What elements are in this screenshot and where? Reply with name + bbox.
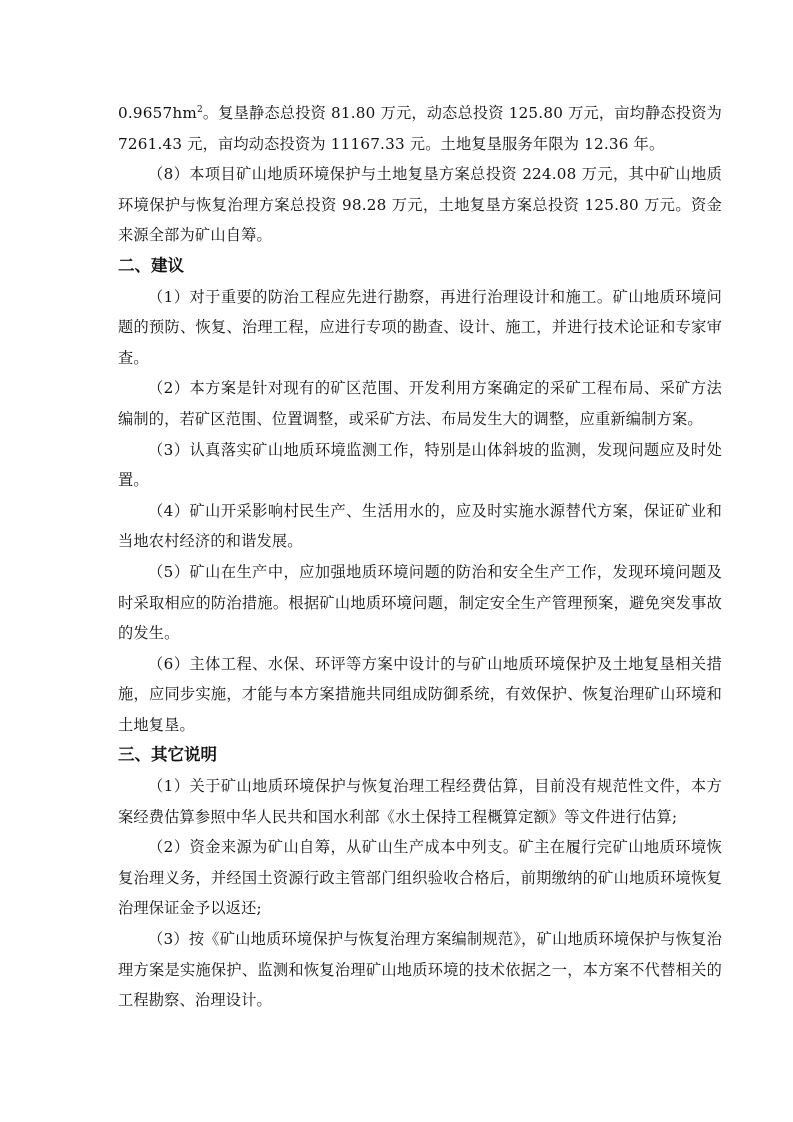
suggestion-item-5: （5）矿山在生产中，应加强地质环境问题的防治和安全生产工作，发现环境问题及时采取相应的防治措施。根据矿山地质环境问题，制定安全生产管理预案，避免突发事故的发生。 <box>118 562 722 643</box>
suggestion-item-2: （2）本方案是针对现有的矿区范围、开发利用方案确定的采矿工程布局、采矿方法编制的，若矿区范围、位置调整，或采矿方法、布局发生大的调整，应重新编制方案。 <box>118 379 722 428</box>
area-value: 0.9657hm <box>118 104 197 122</box>
area-unit-superscript: 2 <box>196 104 203 115</box>
item-8-paragraph: （8）本项目矿山地质环境保护与土地复垦方案总投资 224.08 万元，其中矿山地质环境保护与恢复治理方案总投资 98.28 万元，土地复垦方案总投资 125.80 万元。资金来源全部为矿山自筹。 <box>118 165 722 245</box>
section-3-heading: 三、其它说明 <box>118 745 217 765</box>
suggestion-item-6: （6）主体工程、水保、环评等方案中设计的与矿山地质环境保护及土地复垦相关措施，应同步实施，才能与本方案措施共同组成防御系统，有效保护、恢复治理矿山环境和土地复垦。 <box>118 654 722 734</box>
section-2-heading: 二、建议 <box>118 255 184 275</box>
investment-summary-text: 。复垦静态总投资 81.80 万元，动态总投资 125.80 万元，亩均静态投资为 7261.43 元，亩均动态投资为 11167.33 元。土地复垦服务年限为 12.36 年。 <box>118 104 722 153</box>
note-item-1: （1）关于矿山地质环境保护与恢复治理工程经费估算，目前没有规范性文件，本方案经费估算参照中华人民共和国水利部《水土保持工程概算定额》等文件进行估算; <box>118 777 722 826</box>
suggestion-item-4: （4）矿山开采影响村民生产、生活用水的，应及时实施水源替代方案，保证矿业和当地农村经济的和谐发展。 <box>118 501 722 551</box>
suggestion-item-1: （1）对于重要的防治工程应先进行勘察，再进行治理设计和施工。矿山地质环境问题的预防、恢复、治理工程，应进行专项的勘查、设计、施工，并进行技术论证和专家审查。 <box>118 287 722 367</box>
continuation-paragraph <box>118 98 722 159</box>
document-body <box>118 98 722 1016</box>
note-item-2: （2）资金来源为矿山自筹，从矿山生产成本中列支。矿主在履行完矿山地质环境恢复治理义务，并经国土资源行政主管部门组织验收合格后，前期缴纳的矿山地质环境恢复治理保证金予以返还; <box>118 838 722 918</box>
suggestion-item-3: （3）认真落实矿山地质环境监测工作，特别是山体斜坡的监测，发现问题应及时处置。 <box>118 440 722 490</box>
note-item-3: （3）按《矿山地质环境保护与恢复治理方案编制规范》，矿山地质环境保护与恢复治理方案是实施保护、监测和恢复治理矿山地质环境的技术依据之一，本方案不代替相关的工程勘察、治理设计。 <box>118 930 722 1010</box>
